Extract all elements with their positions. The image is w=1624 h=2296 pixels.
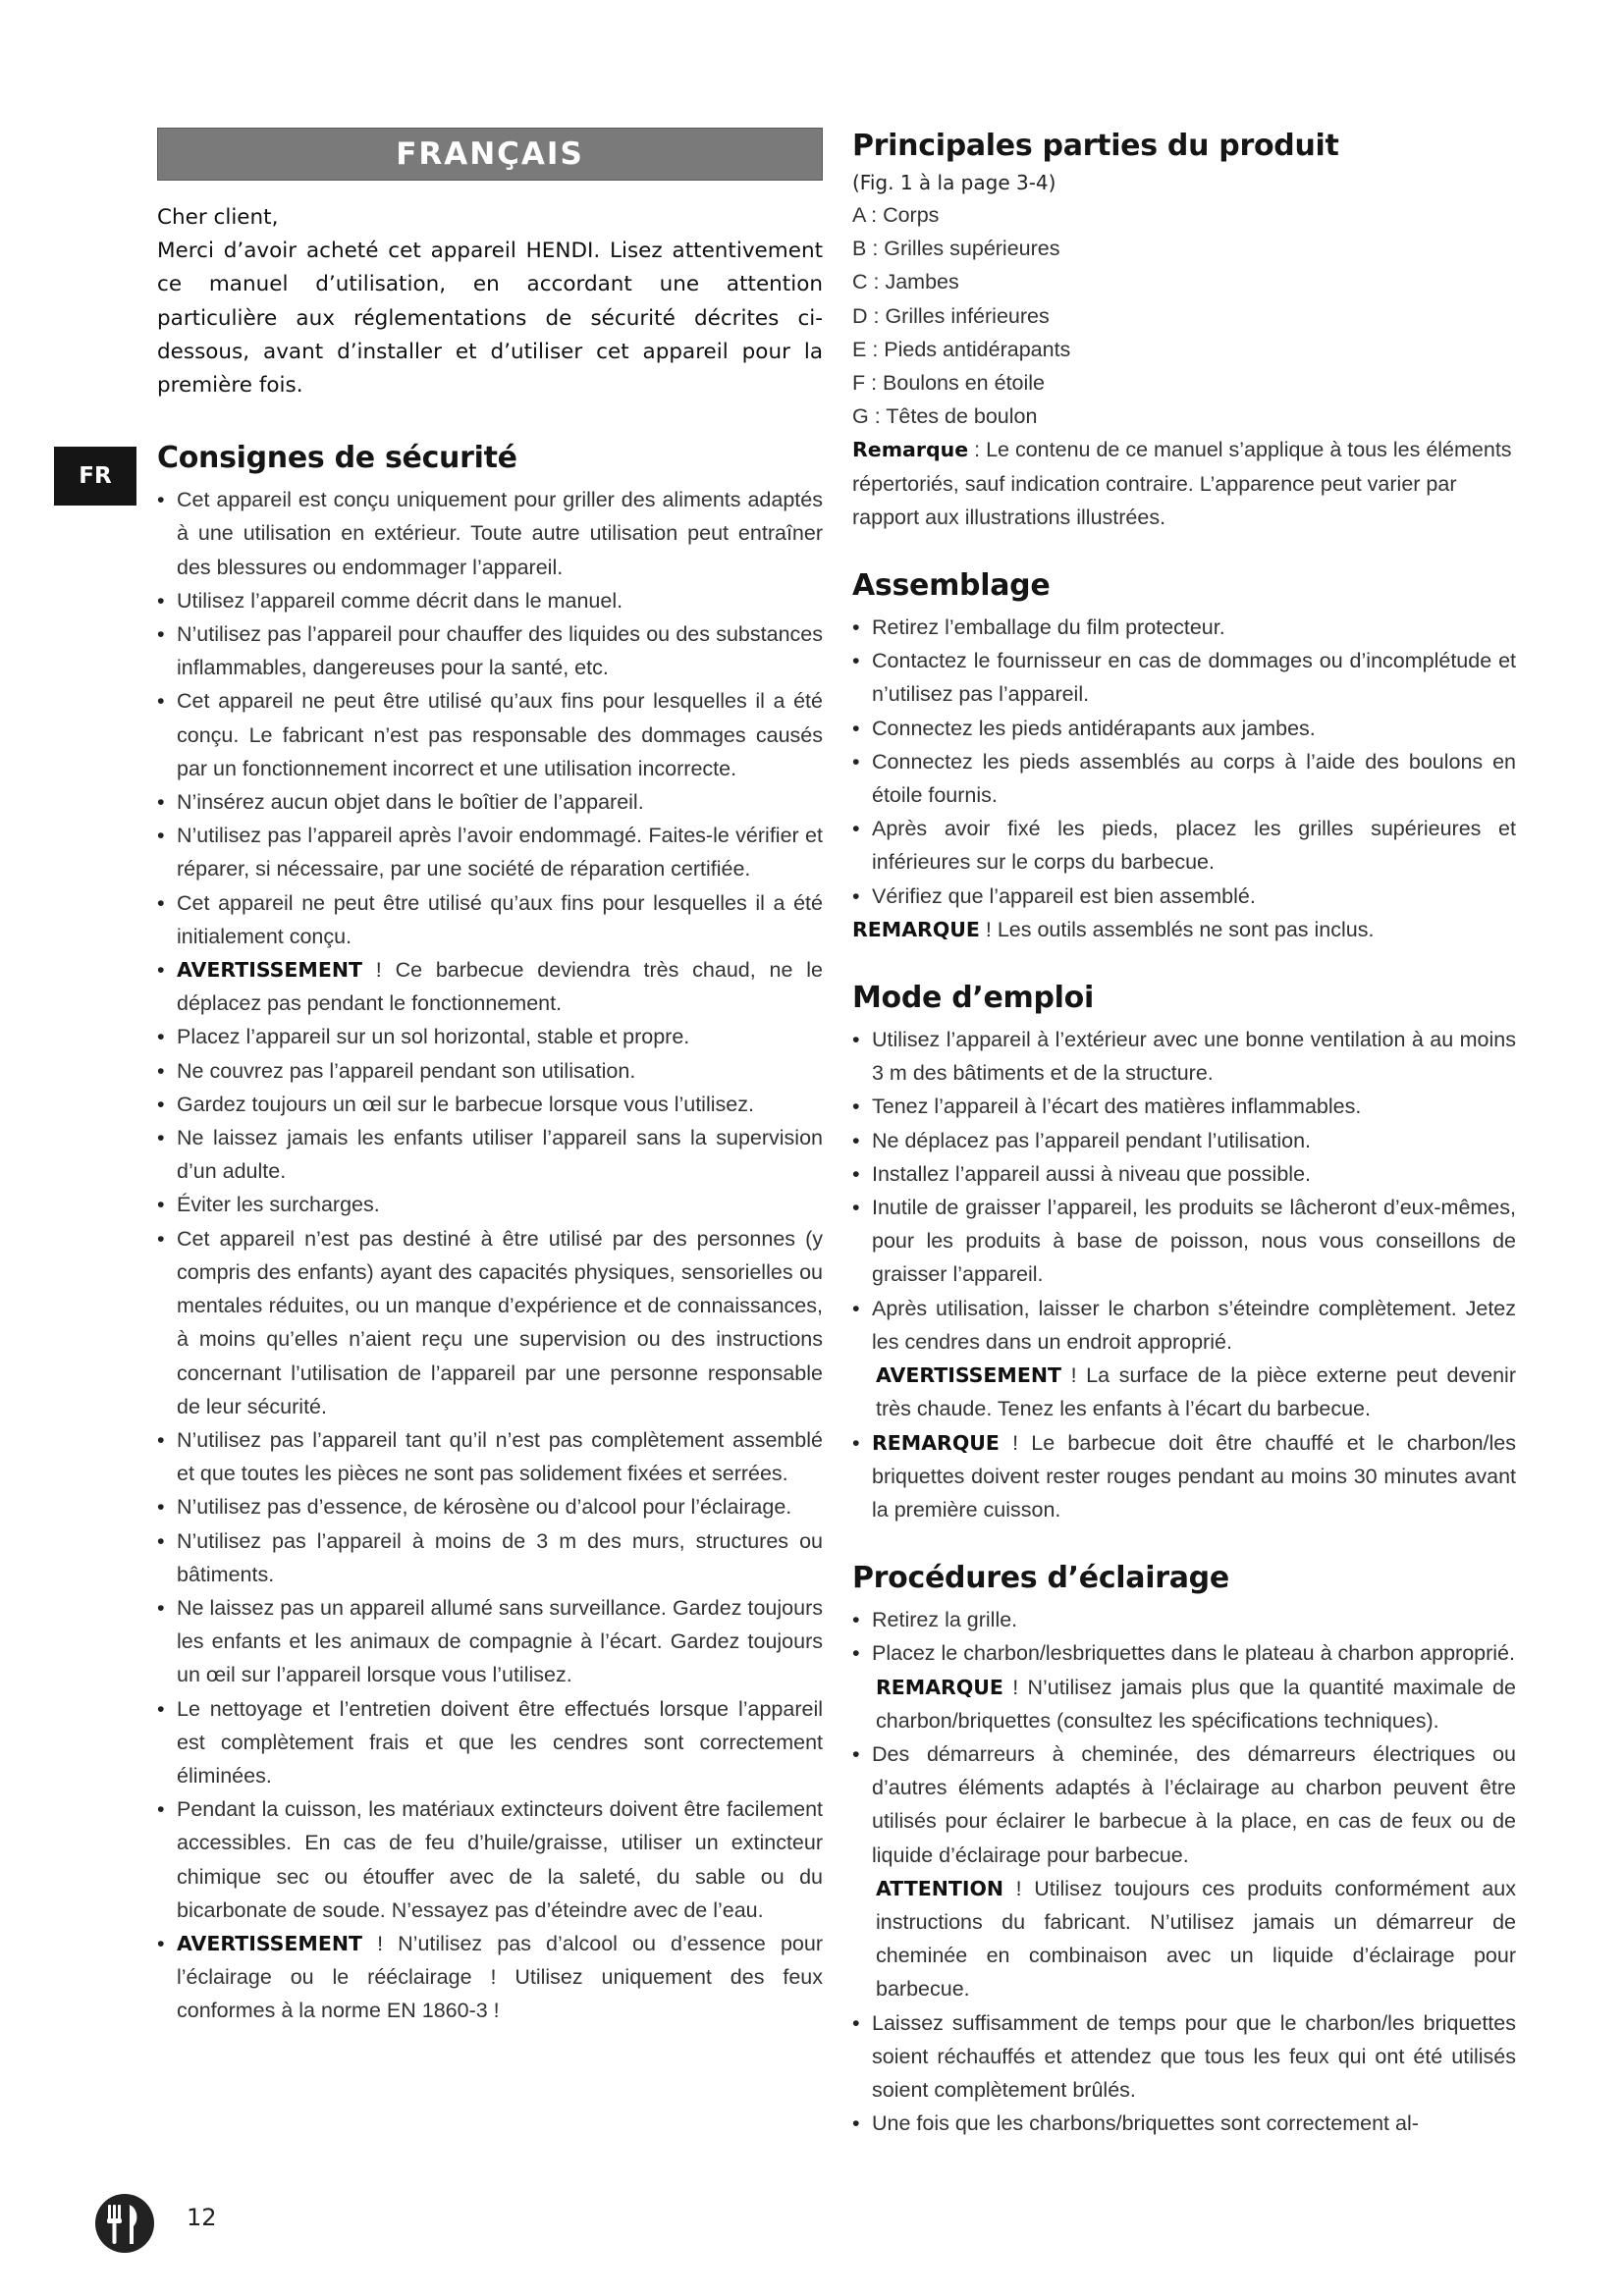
list-item-text: Éviter les surcharges.	[177, 1193, 380, 1217]
part-item: B : Grilles supérieures	[852, 237, 1060, 261]
assembly-item	[852, 745, 1516, 812]
list-item-text: Installez l’appareil aussi à niveau que possible.	[872, 1161, 1311, 1186]
safety-item	[157, 617, 823, 684]
list-item-text: Cet appareil ne peut être utilisé qu’aux fins pour lesquelles il a été initialement conçu.	[177, 890, 823, 948]
intro-paragraph	[157, 201, 823, 402]
list-item-text: ! La surface de la pièce externe peut devenir très chaude. Tenez les enfants à l’écart du barbecue.	[876, 1363, 1516, 1421]
safety-item	[157, 1423, 823, 1490]
lighting-list	[852, 1603, 1516, 2140]
list-item-text: Une fois que les charbons/briquettes sont correctement al-	[872, 2111, 1419, 2136]
note-text: ! Les outils assemblés ne sont pas inclus.	[979, 917, 1375, 941]
part-item: E : Pieds antidérapants	[852, 337, 1071, 361]
safety-item	[157, 886, 823, 953]
list-item-text: Pendant la cuisson, les matériaux extincteurs doivent être facilement accessibles. En cas de feu d’huile/graisse, utiliser un extincteur chimique sec ou étouffer avec de la saleté, du sable ou du bicarbonate de soude. N’essayez pas d’éteindre avec de l’eau.	[177, 1797, 823, 1922]
list-item-text: N’insérez aucun objet dans le boîtier de l’appareil.	[177, 790, 644, 815]
lighting-heading: Procédures d’éclairage	[852, 1561, 1229, 1596]
warning-keyword: REMARQUE	[876, 1675, 1003, 1699]
lighting-item	[852, 2107, 1516, 2140]
list-item-text: ! N’utilisez pas d’alcool ou d’essence pour l’éclairage ou le rééclairage ! Utilisez uniquement des feux conformes à la norme EN 1860-3 !	[177, 1931, 823, 2023]
safety-item	[157, 819, 823, 885]
lighting-item	[852, 1872, 1516, 2006]
list-item-text: Connectez les pieds antidérapants aux jambes.	[872, 716, 1316, 740]
language-banner: FRANÇAIS	[157, 128, 823, 181]
part-item: D : Grilles inférieures	[852, 303, 1050, 328]
assembly-item	[852, 644, 1516, 711]
usage-item	[852, 1292, 1516, 1359]
parts-heading: Principales parties du produit	[852, 129, 1339, 163]
list-item-text: Après avoir fixé les pieds, placez les grilles supérieures et inférieures sur le corps du barbecue.	[872, 817, 1516, 875]
assembly-item	[852, 712, 1516, 745]
safety-item	[157, 584, 823, 617]
warning-keyword: ATTENTION	[876, 1876, 1004, 1900]
assembly-item	[852, 611, 1516, 644]
usage-item	[852, 1359, 1516, 1425]
list-item-text: Le nettoyage et l’entretien doivent être effectués lorsque l’appareil est complètement frais et que les cendres sont correctement éliminées.	[177, 1696, 823, 1788]
usage-item	[852, 1191, 1516, 1292]
assembly-list	[852, 611, 1516, 913]
list-item-text: Ne laissez pas un appareil allumé sans surveillance. Gardez toujours les enfants et les animaux de compagnie à l’écart. Gardez toujours un œil sur l’appareil lorsque vous l’utilisez.	[177, 1595, 823, 1687]
list-item-text: Inutile de graisser l’appareil, les produits se lâcheront d’eux-mêmes, pour les produits à base de poisson, nous vous conseillons de graisser l’appareil.	[872, 1196, 1516, 1287]
warning-keyword: AVERTISSEMENT	[177, 1931, 362, 1955]
safety-item	[157, 1490, 823, 1523]
warning-keyword: REMARQUE	[872, 1430, 1000, 1455]
list-item-text: Laissez suffisamment de temps pour que le charbon/les briquettes soient réchauffés et attendez que tous les feux qui ont été utilisés soient complètement brûlés.	[872, 2010, 1516, 2102]
list-item-text: Connectez les pieds assemblés au corps à l’aide des boulons en étoile fournis.	[872, 749, 1516, 808]
list-item-text: Placez le charbon/lesbriquettes dans le plateau à charbon approprié.	[872, 1641, 1515, 1666]
list-item-text: Vérifiez que l’appareil est bien assemblé.	[872, 883, 1256, 908]
parts-remark	[852, 433, 1516, 534]
safety-item	[157, 483, 823, 584]
list-item-text: Gardez toujours un œil sur le barbecue lorsque vous l’utilisez.	[177, 1092, 754, 1116]
list-item-text: N’utilisez pas l’appareil pour chauffer des liquides ou des substances inflammables, dangereuses pour la santé, etc.	[177, 622, 823, 680]
list-item-text: Retirez la grille.	[872, 1608, 1018, 1632]
list-item-text: Placez l’appareil sur un sol horizontal, stable et propre.	[177, 1025, 690, 1049]
usage-item	[852, 1090, 1516, 1123]
safety-item	[157, 1927, 823, 2028]
list-item-text: Cet appareil ne peut être utilisé qu’aux fins pour lesquelles il a été conçu. Le fabricant n’est pas responsable des dommages causés par un fonctionnement incorrect et une utilisation incorrecte.	[177, 689, 823, 780]
lighting-item	[852, 2006, 1516, 2108]
safety-item	[157, 1524, 823, 1591]
usage-item	[852, 1426, 1516, 1527]
list-item-text: Cet appareil est conçu uniquement pour griller des aliments adaptés à une utilisation en extérieur. Toute autre utilisation peut entraîner des blessures ou endommager l’appareil.	[177, 488, 823, 579]
lighting-item	[852, 1671, 1516, 1737]
list-item-text: N’utilisez pas d’essence, de kérosène ou d’alcool pour l’éclairage.	[177, 1495, 792, 1520]
list-item-text: Après utilisation, laisser le charbon s’éteindre complètement. Jetez les cendres dans un endroit approprié.	[872, 1296, 1516, 1354]
list-item-text: Ne laissez jamais les enfants utiliser l’appareil sans la supervision d’un adulte.	[177, 1126, 823, 1184]
lighting-item	[852, 1603, 1516, 1636]
usage-list	[852, 1023, 1516, 1526]
language-side-tab: FR	[54, 447, 136, 506]
list-item-text: Utilisez l’appareil comme décrit dans le manuel.	[177, 588, 623, 613]
safety-item	[157, 684, 823, 785]
right-column	[852, 128, 1516, 2140]
list-item-text: ! N’utilisez jamais plus que la quantité maximale de charbon/briquettes (consultez les spécifications techniques).	[876, 1675, 1516, 1733]
usage-item	[852, 1023, 1516, 1090]
safety-item	[157, 785, 823, 819]
list-item-text: ! Utilisez toujours ces produits conformément aux instructions du fabricant. N’utilisez jamais un démarreur de cheminée en combinaison avec un liquide d’éclairage pour barbecue.	[876, 1876, 1516, 2002]
list-item-text: Ne déplacez pas l’appareil pendant l’utilisation.	[872, 1128, 1312, 1152]
list-item-text: N’utilisez pas l’appareil après l’avoir endommagé. Faites-le vérifier et réparer, si nécessaire, par une société de réparation certifiée.	[177, 824, 823, 881]
list-item-text: Contactez le fournisseur en cas de dommages ou d’incomplétude et n’utilisez pas l’appareil.	[872, 649, 1516, 707]
assembly-item	[852, 812, 1516, 879]
safety-item	[157, 1188, 823, 1221]
list-item-text: N’utilisez pas l’appareil à moins de 3 m des murs, structures ou bâtiments.	[177, 1528, 823, 1586]
part-item: C : Jambes	[852, 270, 959, 294]
assembly-heading: Assemblage	[852, 568, 1051, 604]
parts-list	[852, 198, 1516, 433]
list-item-text: Utilisez l’appareil à l’extérieur avec une bonne ventilation à au moins 3 m des bâtiments et de la structure.	[872, 1028, 1516, 1086]
safety-item	[157, 1692, 823, 1793]
safety-heading: Consignes de sécurité	[157, 441, 517, 476]
remark-keyword: Remarque	[852, 438, 969, 462]
left-column	[157, 128, 823, 2028]
safety-item	[157, 1222, 823, 1423]
intro-text: Merci d’avoir acheté cet appareil HENDI. Lisez attentivement ce manuel d’utilisation, en accordant une attention particulière aux réglementations de sécurité décrites ci-dessous, avant d’installer et d’utiliser cet appareil pour la première fois.	[157, 239, 823, 399]
safety-item	[157, 953, 823, 1020]
note-keyword: REMARQUE	[852, 917, 980, 941]
intro-greeting: Cher client,	[157, 205, 279, 230]
cutlery-logo-icon	[94, 2193, 155, 2254]
part-item: F : Boulons en étoile	[852, 371, 1046, 396]
list-item-text: Ne couvrez pas l’appareil pendant son utilisation.	[177, 1058, 636, 1083]
lighting-item	[852, 1636, 1516, 1670]
safety-item	[157, 1121, 823, 1188]
list-item-text: N’utilisez pas l’appareil tant qu’il n’est pas complètement assemblé et que toutes les pièces ne sont pas solidement fixées et serrées.	[177, 1427, 823, 1486]
list-item-text: Retirez l’emballage du film protecteur.	[872, 615, 1225, 640]
safety-item	[157, 1792, 823, 1927]
usage-item	[852, 1157, 1516, 1191]
safety-item	[157, 1054, 823, 1088]
parts-figure-reference: (Fig. 1 à la page 3-4)	[852, 171, 1056, 194]
list-item-text: Des démarreurs à cheminée, des démarreurs électriques ou d’autres éléments adaptés à l’éclairage au charbon peuvent être utilisés pour éclairer le barbecue à la place, en cas de feux ou de liquide d’éclairage pour barbecue.	[872, 1741, 1516, 1867]
part-item: A : Corps	[852, 203, 940, 227]
safety-item	[157, 1020, 823, 1053]
list-item-text: Tenez l’appareil à l’écart des matières inflammables.	[872, 1095, 1362, 1119]
safety-item	[157, 1591, 823, 1692]
list-item-text: ! Ce barbecue deviendra très chaud, ne le déplacez pas pendant le fonctionnement.	[177, 958, 823, 1016]
warning-keyword: AVERTISSEMENT	[876, 1363, 1061, 1388]
safety-item	[157, 1088, 823, 1121]
assembly-note	[852, 913, 1516, 946]
safety-list	[157, 483, 823, 2027]
lighting-item	[852, 1737, 1516, 1872]
remark-text: : Le contenu de ce manuel s’applique à tous les éléments répertoriés, sauf indication contraire. L’apparence peut varier par rapport aux illustrations illustrées.	[852, 438, 1512, 529]
page-number: 12	[187, 2204, 217, 2231]
list-item-text: ! Le barbecue doit être chauffé et le charbon/les briquettes doivent rester rouges pendant au moins 30 minutes avant la première cuisson.	[872, 1430, 1516, 1522]
usage-item	[852, 1124, 1516, 1157]
usage-heading: Mode d’emploi	[852, 981, 1094, 1016]
part-item: G : Têtes de boulon	[852, 404, 1038, 429]
assembly-item	[852, 880, 1516, 913]
warning-keyword: AVERTISSEMENT	[177, 958, 362, 983]
list-item-text: Cet appareil n’est pas destiné à être utilisé par des personnes (y compris des enfants) ayant des capacités physiques, sensorielles ou mentales réduites, ou un manque d’expérience et de connaissances, à moins qu’elles n’aient reçu une supervision ou des instructions concernant l’utilisation de l’appareil par une personne responsable de leur sécurité.	[177, 1226, 823, 1418]
